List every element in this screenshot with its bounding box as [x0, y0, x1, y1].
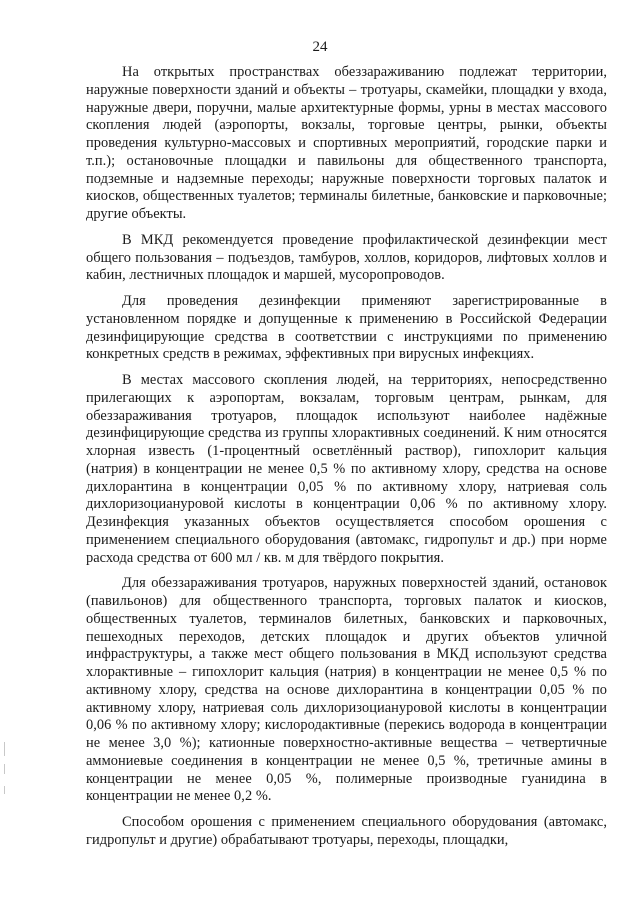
paragraph-infrastructure-agents: Для обеззараживания тротуаров, наружных поверхностей зданий, остановок (павильонов) для общественного транспорта, торговых палаток и киосков, общественных туалетов, терминалов билетных, банковских и парковочных, пешеходных переходов, детских площадок и других объектов уличной инфраструктуры, а также мест общего пользования в МКД используют средства хлорактивные – гипохлорит кальция (натрия) в концентрации не менее 0,5 % по активному хлору, средства на основе дихлорантина в концентрации 0,05 % по активному хлору, натриевая соль дихлоризоциануровой кислоты в концентрации 0,06 % по активному хлору; кислородактивные (перекись водорода в концентрации не менее 3,0 %); катионные поверхностно-активные вещества – четвертичные аммониевые соединения в концентрации не менее 0,5 %, третичные амины в концентрации не менее 0,05 %, полимерные производные гуанидина в концентрации не менее 0,2 %. — [86, 575, 607, 805]
paragraph-chlorine-agents: В местах массового скопления людей, на территориях, непосредственно прилегающих к аэропортам, вокзалам, торговым центрам, рынкам, для обеззараживания тротуаров, площадок используют наиболее надёжные дезинфицирующие средства из группы хлорактивных соединений. К ним относятся хлорная известь (1-процентный осветлённый раствор), гипохлорит кальция (натрия) в концентрации не менее 0,5 % по активному хлору, средства на основе дихлорантина в концентрации 0,05 % по активному хлору, натриевая соль дихлоризоциануровой кислоты в концентрации 0,06 % по активному хлору. Дезинфекция указанных объектов осуществляется способом орошения с применением специального оборудования (автомакс, гидропульт и др.) при норме расхода средства от 600 мл / кв. м для твёрдого покрытия. — [86, 372, 607, 566]
document-body — [86, 64, 607, 850]
paragraph-outdoor-disinfection-objects: На открытых пространствах обеззараживанию подлежат территории, наружные поверхности зданий и объекты – тротуары, скамейки, площадки у входа, наружные двери, поручни, малые архитектурные формы, урны в местах массового скопления людей (аэропорты, вокзалы, торговые центры, рынки, объекты проведения культурно-массовых и спортивных мероприятий, городские парки и т.п.); остановочные площадки и павильоны для общественного транспорта, подземные и надземные переходы; наружные поверхности торговых палаток и киосков, общественных туалетов; терминалы билетные, банковские и парковочные; другие объекты. — [86, 64, 607, 222]
page-number: 24 — [312, 39, 328, 55]
paragraph-mkd-recommendation: В МКД рекомендуется проведение профилактической дезинфекции мест общего пользования – подъездов, тамбуров, холлов, коридоров, лифтовых холлов и кабин, лестничных площадок и маршей, мусоропроводов. — [86, 231, 607, 284]
scan-edge-mark — [4, 764, 5, 774]
scan-edge-mark — [4, 742, 5, 756]
paragraph-registered-agents: Для проведения дезинфекции применяют зарегистрированные в установленном порядке и допущенные к применению в Российской Федерации дезинфицирующие средства в соответствии с инструкциями по применению конкретных средств в режимах, эффективных при вирусных инфекциях. — [86, 293, 607, 363]
paragraph-irrigation-method: Способом орошения с применением специального оборудования (автомакс, гидропульт и другие) обрабатывают тротуары, переходы, площадки, — [86, 814, 607, 848]
scan-edge-mark — [4, 786, 5, 794]
